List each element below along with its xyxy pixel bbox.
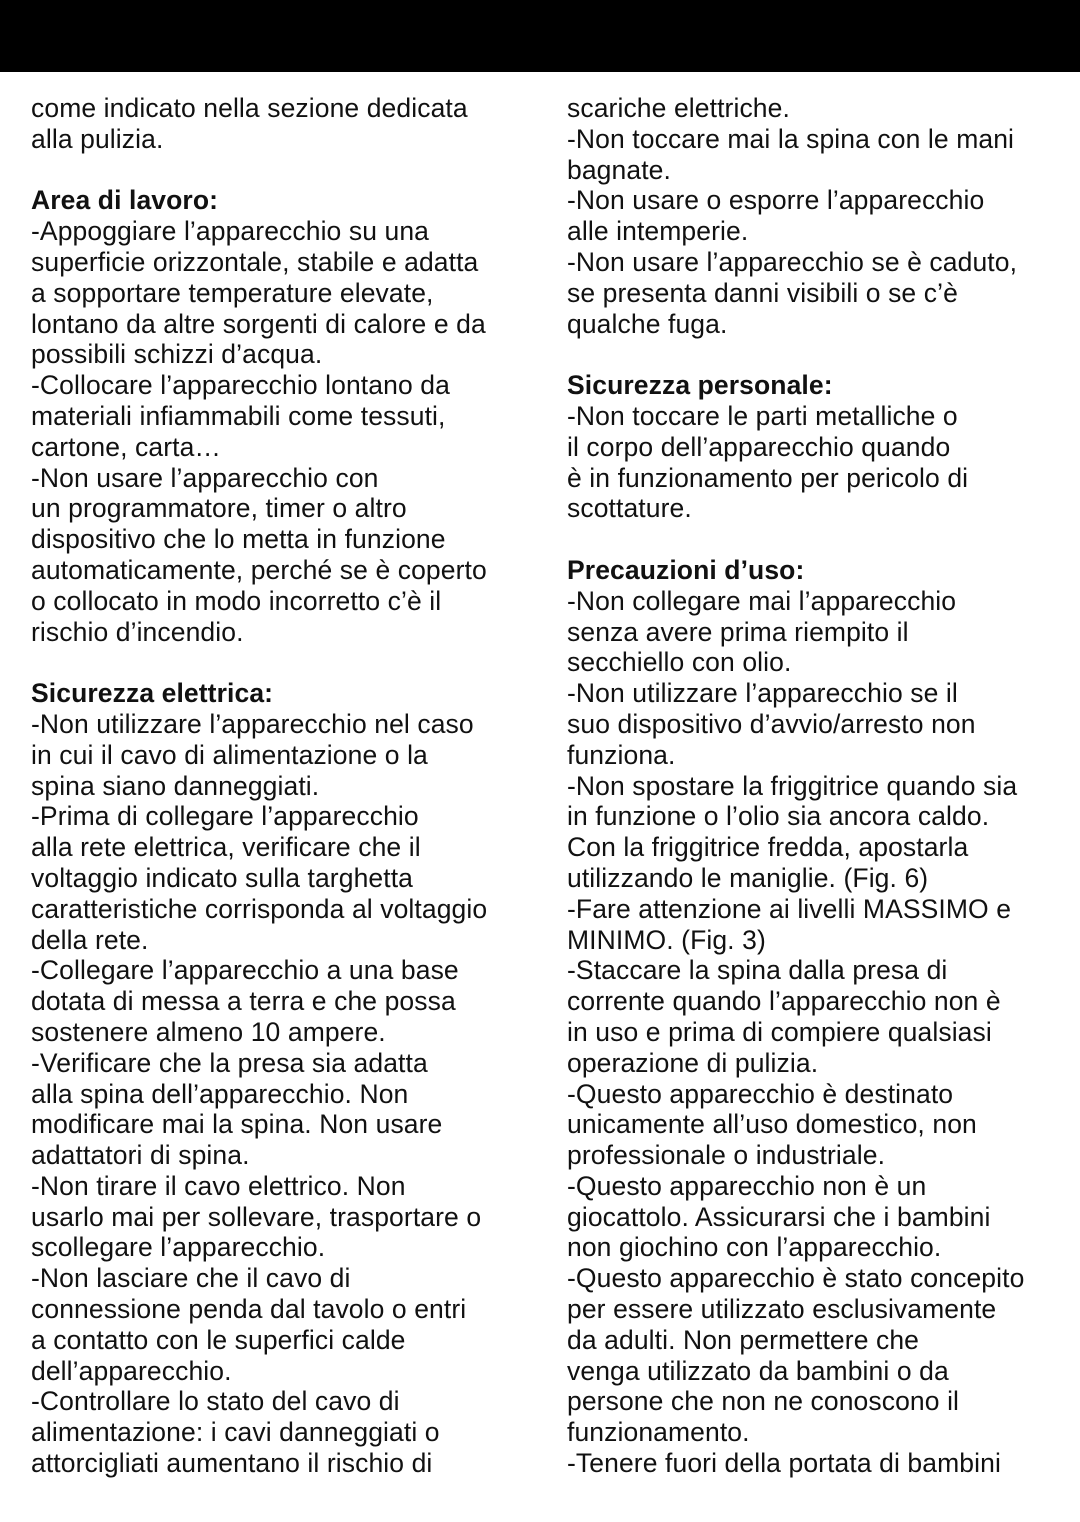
text-line: dotata di messa a terra e che possa bbox=[31, 986, 456, 1017]
text-line: modificare mai la spina. Non usare bbox=[31, 1109, 443, 1140]
text-line: rischio d’incendio. bbox=[31, 616, 244, 647]
precautions-section-body bbox=[567, 586, 1067, 1479]
text-line: il corpo dell’apparecchio quando bbox=[567, 431, 951, 462]
paragraph-gap bbox=[567, 339, 1067, 370]
text-line: a contatto con le superfici calde bbox=[31, 1324, 406, 1355]
paragraph-gap bbox=[567, 524, 1067, 555]
text-line: corrente quando l’apparecchio non è bbox=[567, 986, 1001, 1017]
text-line: automaticamente, perché se è coperto bbox=[31, 554, 487, 585]
text-line: funziona. bbox=[567, 739, 676, 770]
text-line: un programmatore, timer o altro bbox=[31, 493, 407, 524]
text-line: alla spina dell’apparecchio. Non bbox=[31, 1078, 409, 1109]
text-line: attorcigliati aumentano il rischio di bbox=[31, 1448, 433, 1479]
text-line: -Collocare l’apparecchio lontano da bbox=[31, 370, 450, 401]
section-heading-electric: Sicurezza elettrica: bbox=[31, 678, 274, 709]
text-line: voltaggio indicato sulla targhetta bbox=[31, 862, 414, 893]
electric-continued-body bbox=[567, 93, 1067, 339]
text-line: -Non collegare mai l’apparecchio bbox=[567, 585, 957, 616]
right-column bbox=[567, 93, 1067, 1479]
text-line: della rete. bbox=[31, 924, 149, 955]
header-bar bbox=[0, 0, 1080, 72]
text-line: funzionamento. bbox=[567, 1417, 750, 1448]
text-line: scottature. bbox=[567, 493, 692, 524]
text-line: secchiello con olio. bbox=[567, 647, 792, 678]
text-line: senza avere prima riempito il bbox=[567, 616, 909, 647]
text-line: per essere utilizzato esclusivamente bbox=[567, 1294, 997, 1325]
section-heading-area: Area di lavoro: bbox=[31, 185, 219, 216]
text-line: in funzione o l’olio sia ancora caldo. bbox=[567, 801, 990, 832]
text-line: MINIMO. (Fig. 3) bbox=[567, 924, 766, 955]
text-line: -Non toccare le parti metalliche o bbox=[567, 400, 958, 431]
area-section-body bbox=[31, 216, 531, 647]
text-line: -Non lasciare che il cavo di bbox=[31, 1263, 351, 1294]
section-heading-personal: Sicurezza personale: bbox=[567, 370, 833, 401]
text-line: giocattolo. Assicurarsi che i bambini bbox=[567, 1201, 991, 1232]
text-line: -Non usare l’apparecchio con bbox=[31, 462, 379, 493]
text-line: scariche elettriche. bbox=[567, 93, 790, 123]
paragraph-gap bbox=[31, 155, 531, 186]
text-line: -Collegare l’apparecchio a una base bbox=[31, 955, 459, 986]
text-line: alla rete elettrica, verificare che il bbox=[31, 832, 421, 863]
text-line: a sopportare temperature elevate, bbox=[31, 277, 434, 308]
text-line: -Fare attenzione ai livelli MASSIMO e bbox=[567, 893, 1012, 924]
text-line: in uso e prima di compiere qualsiasi bbox=[567, 1016, 992, 1047]
text-line: come indicato nella sezione dedicata bbox=[31, 93, 468, 123]
intro-paragraph bbox=[31, 93, 531, 155]
text-line: cartone, carta… bbox=[31, 431, 222, 462]
text-line: operazione di pulizia. bbox=[567, 1047, 819, 1078]
text-line: -Questo apparecchio non è un bbox=[567, 1170, 927, 1201]
text-line: dispositivo che lo metta in funzione bbox=[31, 524, 446, 555]
text-line: professionale o industriale. bbox=[567, 1140, 886, 1171]
text-line: materiali infiammabili come tessuti, bbox=[31, 400, 446, 431]
text-line: -Prima di collegare l’apparecchio bbox=[31, 801, 419, 832]
text-line: scollegare l’apparecchio. bbox=[31, 1232, 326, 1263]
text-line: -Staccare la spina dalla presa di bbox=[567, 955, 948, 986]
text-line: possibili schizzi d’acqua. bbox=[31, 339, 323, 370]
text-line: -Questo apparecchio è stato concepito bbox=[567, 1263, 1025, 1294]
text-line: bagnate. bbox=[567, 154, 671, 185]
text-line: -Non utilizzare l’apparecchio se il bbox=[567, 678, 958, 709]
text-line: -Non usare l’apparecchio se è caduto, bbox=[567, 246, 1018, 277]
text-line: spina siano danneggiati. bbox=[31, 770, 320, 801]
paragraph-gap bbox=[31, 647, 531, 678]
text-line: -Non utilizzare l’apparecchio nel caso bbox=[31, 708, 474, 739]
text-line: non giochino con l’apparecchio. bbox=[567, 1232, 942, 1263]
text-line: -Appoggiare l’apparecchio su una bbox=[31, 216, 430, 247]
text-line: venga utilizzato da bambini o da bbox=[567, 1355, 949, 1386]
text-line: adattatori di spina. bbox=[31, 1140, 250, 1171]
text-line: alla pulizia. bbox=[31, 123, 164, 154]
text-line: è in funzionamento per pericolo di bbox=[567, 462, 969, 493]
text-line: caratteristiche corrisponda al voltaggio bbox=[31, 893, 488, 924]
text-line: superficie orizzontale, stabile e adatta bbox=[31, 246, 479, 277]
electric-section-body bbox=[31, 709, 531, 1479]
text-line: -Tenere fuori della portata di bambini bbox=[567, 1448, 1001, 1479]
text-line: lontano da altre sorgenti di calore e da bbox=[31, 308, 486, 339]
text-line: se presenta danni visibili o se c’è bbox=[567, 277, 958, 308]
text-line: -Non tirare il cavo elettrico. Non bbox=[31, 1170, 406, 1201]
text-line: sostenere almeno 10 ampere. bbox=[31, 1016, 386, 1047]
text-line: Con la friggitrice fredda, apostarla bbox=[567, 832, 969, 863]
text-line: suo dispositivo d’avvio/arresto non bbox=[567, 708, 976, 739]
text-line: usarlo mai per sollevare, trasportare o bbox=[31, 1201, 482, 1232]
text-line: -Questo apparecchio è destinato bbox=[567, 1078, 954, 1109]
text-line: dell’apparecchio. bbox=[31, 1355, 232, 1386]
personal-section-body bbox=[567, 401, 1067, 524]
text-line: qualche fuga. bbox=[567, 308, 728, 339]
text-line: utilizzando le maniglie. (Fig. 6) bbox=[567, 862, 929, 893]
text-line: o collocato in modo incorretto c’è il bbox=[31, 585, 442, 616]
text-line: connessione penda dal tavolo o entri bbox=[31, 1294, 467, 1325]
text-line: persone che non ne conoscono il bbox=[567, 1386, 960, 1417]
text-line: -Controllare lo stato del cavo di bbox=[31, 1386, 400, 1417]
text-line: in cui il cavo di alimentazione o la bbox=[31, 739, 428, 770]
text-line: unicamente all’uso domestico, non bbox=[567, 1109, 977, 1140]
text-line: -Non usare o esporre l’apparecchio bbox=[567, 185, 985, 216]
section-heading-precautions: Precauzioni d’uso: bbox=[567, 554, 805, 585]
text-line: da adulti. Non permettere che bbox=[567, 1324, 920, 1355]
text-line: alle intemperie. bbox=[567, 216, 749, 247]
text-line: -Non toccare mai la spina con le mani bbox=[567, 123, 1015, 154]
text-line: alimentazione: i cavi danneggiati o bbox=[31, 1417, 440, 1448]
text-line: -Verificare che la presa sia adatta bbox=[31, 1047, 428, 1078]
left-column bbox=[31, 93, 531, 1479]
text-line: -Non spostare la friggitrice quando sia bbox=[567, 770, 1018, 801]
